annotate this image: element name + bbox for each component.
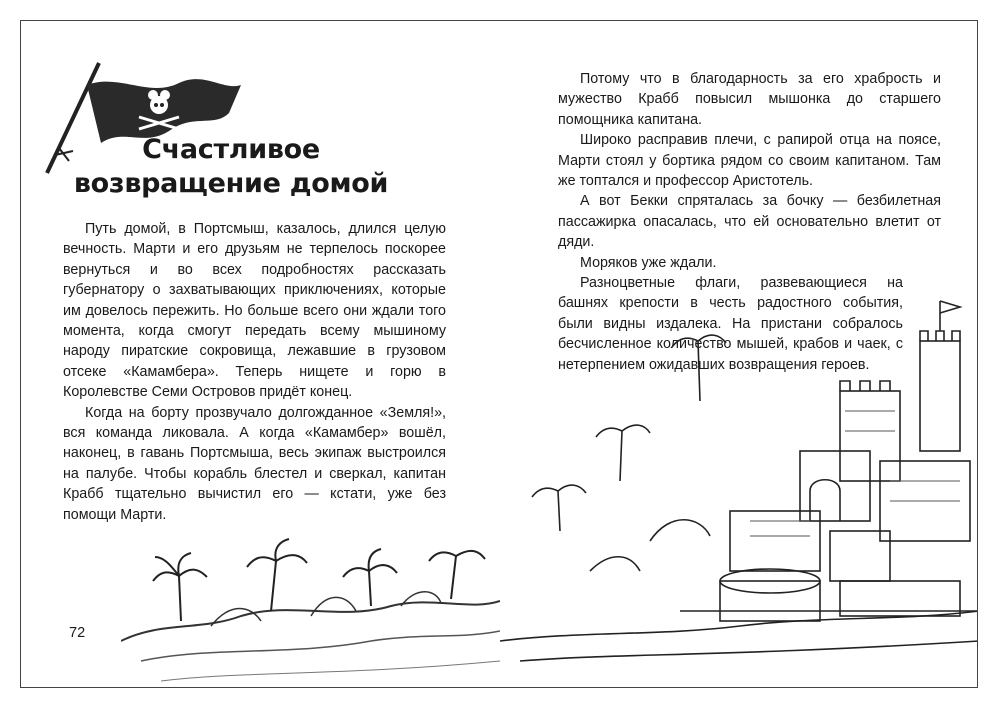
left-page <box>21 21 500 687</box>
book-spread <box>20 20 978 688</box>
title-line-2: возвращение домой <box>73 168 389 199</box>
paragraph: Потому что в благодарность за его храбрость и мужество Крабб повысил мышонка до старшего помощника капитана. <box>558 71 941 128</box>
paragraph: Путь домой, в Портсмыш, казалось, длился целую вечность. Марти и его друзьям не терпелось поскорее вернуться и во всех подробностях рассказать губернатору о захватывающих приключениях, которые им довелось пережить. Но больше всего они ждали того момента, когда смогут передать всему мышиному народу пиратские сокровища, лежавшие в грузовом отсеке «Камамбера». Теперь нищете и горю в Королевстве Семи Островов придёт конец. <box>63 221 446 401</box>
title-line-1: Счастливое <box>142 134 320 165</box>
page-number: 72 <box>69 625 86 641</box>
paragraph: А вот Бекки спряталась за бочку — безбилетная пассажирка опасалась, что ей основательно влетит от дяди. <box>558 193 941 251</box>
paragraph: Широко расправив плечи, с рапирой отца на поясе, Марти стоял у бортика рядом со своим капитаном. Там же топтался и профессор Аристотель. <box>558 132 941 190</box>
paragraph: Когда на борту прозвучало долгожданное «Земля!», вся команда ликовала. А когда «Камамбер» вошёл, наконец, в гавань Портсмыша, весь экипаж выстроился на палубе. Чтобы корабль блестел и сверкал, капитан Крабб тщательно вычистил его — кстати, уже без помощи Марти. <box>63 404 446 523</box>
left-text-column <box>63 219 446 525</box>
castle-harbor-illustration <box>500 281 978 688</box>
island-shore-illustration <box>121 521 500 688</box>
paragraph: Моряков уже ждали. <box>580 254 717 271</box>
chapter-title <box>71 133 391 201</box>
paragraph: Разноцветные флаги, развевающиеся на башнях крепости в честь радостного события, были видны издалека. На пристани собралось бесчисленное количество мышей, крабов и чаек, с нетерпением ожидавших возвращения героев. <box>558 275 903 373</box>
